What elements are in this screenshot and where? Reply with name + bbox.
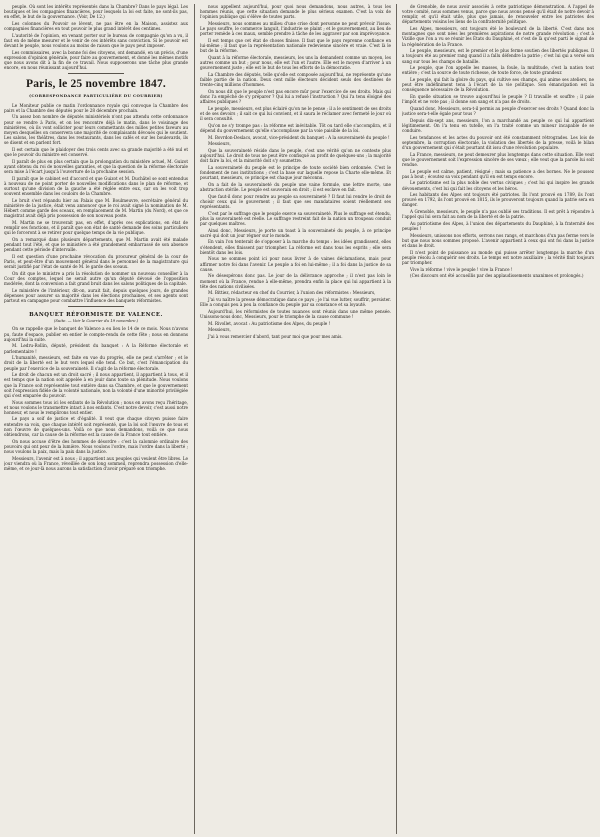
paragraph: On se rappelle que le banquet de Valence a eu lieu le 14 de ce mois. Nous n'avons pu, faute d'espace, publier en entier le compte-rendu de cette fête ; nous en donnons aujourd'hui la suite. — [4, 326, 188, 342]
paragraph: On nous accuse d'être des hommes de désordre : c'est la calomnie ordinaire des pouvoirs qui ont peur de la lumière. Nous voulons l'ordre, mais l'ordre dans la liberté ; nous voulons la paix, mais la paix dans la justice. — [4, 438, 188, 454]
paragraph: M. Bovrdon-Deslacs, avocat, vice-président du banquet : A la souveraineté du peuple ! — [208, 134, 390, 140]
paragraph: Il n'est point de puissance au monde qui puisse arrêter longtemps la marche d'un peuple résolu à conquérir ses droits. Le temps est notre auxiliaire ; la vérité finit toujours par triompher. — [402, 249, 594, 266]
paragraph: Le droit de chacun est un droit sacré ; il nous appartient, il appartient à tous, et il est temps que la nation soit appelée à en jouir dans toute sa plénitude. Nous voulons que la France soit représentée tout entière dans sa Chambre, et que le gouvernement soit l'expression fidèle de la volonté nationale, non la volonté d'une minorité privilégiée qui s'est emparée du pouvoir. — [4, 372, 188, 398]
paragraph: M. Ledru-Rollin, député, président du banquet : A la Réforme électorale et parlementaire ! — [4, 343, 188, 354]
column-right — [402, 4, 594, 834]
paragraph: Les habitants des Alpes ont toujours été patriotes. Ils l'ont prouvé en 1789, ils l'ont prouvé en 1792, ils l'ont prouvé en 1815, ils le prouveront toujours quand la patrie sera en danger. — [402, 192, 594, 208]
paragraph: Le Moniteur publie ce matin l'ordonnance royale qui convoque la Chambre des pairs et la Chambre des députés pour le 28 décembre prochain. — [4, 102, 188, 113]
banquet-section-subtitle: (Suite. — Voir le Courrier du 19 novembre.) — [53, 318, 139, 324]
paragraph: Les tendances et les actes du pouvoir ont été constamment rétrogrades. Les lois de septembre, la corruption électorale, la violation des libertés de la presse, voilà le bilan d'un gouvernement qui s'était pourtant dit issu d'une révolution populaire. — [402, 134, 594, 150]
paragraph: Messieurs, unissons nos efforts, serrons nos rangs, et marchons d'un pas ferme vers le but que nous nous sommes proposé. L'avenir appartient à ceux qui ont foi dans la justice et dans le droit. — [402, 232, 594, 249]
paragraph: En vain l'on tenterait de s'opposer à la marche du temps : les idées grandissent, elles s'étendent, elles finissent par triompher. La réforme est dans tous les esprits ; elle sera bientôt dans les lois. — [200, 239, 391, 255]
paragraph: Il est question d'une prochaine révocation du procureur général de la cour de Paris, et peut-être d'un mouvement général dans le personnel de la magistrature qui serait justifié par l'état de santé de M. le garde des sceaux. — [4, 253, 188, 270]
paragraph: (Ces discours ont été accueillis par des applaudissements unanimes et prolongés.) — [410, 273, 584, 279]
paragraph: Quant à la réforme électorale, messieurs, les uns la demandent comme un moyen, les autres comme un but ; pour nous, elle est l'un et l'autre. Elle est le moyen d'arriver à un gouvernement juste ; elle est le but de tous les efforts de la démocratie. — [200, 54, 391, 71]
column-right-body — [402, 4, 594, 279]
paragraph: Il paraît que le cabinet est d'accord et que Guizot et M. Duchâtel se sont entendus à nouveau de ne point porter de nouvelles modifications dans le plan de réforme, et surtout qu'une division de la gauche a été réglée entre eux, car on les voit trop souvent ensemble dans les couloirs de la Chambre. — [4, 175, 188, 197]
paragraph: Au patriotisme des Alpes, à l'union des départements du Dauphiné, à la fraternité des peuples ! — [402, 220, 594, 232]
paragraph: La France, messieurs, ne peut demeurer plus longtemps dans cette situation. Elle veut que le gouvernement soit l'expression sincère de ses vœux ; elle veut que la parole lui soit rendue. — [402, 151, 594, 167]
column-left — [4, 4, 188, 834]
paragraph: Depuis dix-sept ans, messieurs, l'on a marchandé au peuple ce qui lui appartient légitimement. On l'a tenu en tutelle, on l'a traité comme un mineur incapable de se conduire. — [402, 117, 594, 133]
paragraph: Un assez bon nombre de députés ministériels n'ont pas attendu cette ordonnance pour se rendre à Paris, et on les rencontre déjà le matin, dans le voisinage des ministères, où ils vont solliciter pour leurs commettants des milles petites faveurs au moyen desquelles on conservera une majorité de complaisants dévoués qui le soutient. Les salons, les théâtres, dans les restaurants, dans les cafés et sur les boulevards, ils se disent et en parlent fort. — [4, 114, 188, 146]
date-heading: Paris, le 25 novembre 1847. — [26, 78, 166, 91]
paragraph: Nous sommes tous ici les enfants de la Révolution ; nous en avons reçu l'héritage, et nous voulons le transmettre intact à nos enfants. C'est notre devoir, c'est aussi notre honneur, et nous le remplirons tout entier. — [4, 399, 188, 415]
paragraph: Vive la réforme ! vive le peuple ! vive la France ! — [410, 266, 513, 272]
paragraph: On a remarqué dans plusieurs départements, que M. Martin avait été malade pendant tout l'été, et que le ministère a été grandement embarrassé de son absence pendant cette période d'intervalle. — [4, 236, 188, 253]
correspondence-label: CORRESPONDANCE PARTICULIÈRE DU COURRIER — [31, 93, 161, 99]
paragraph: M. Bittiez, rédacteur en chef du Courrier, à l'union des réformistes : Messieurs, — [208, 290, 376, 296]
paragraph: Il paraît de plus en plus certain que la prolongation du ministère actuel, M. Guizot ayant obtenu du roi de nouvelles garanties, et que la question de la réforme électorale sera mise à l'écart jusqu'à l'ouverture de la prochaine session. — [4, 158, 188, 174]
paragraph: La souveraineté du peuple est le principe de toute société bien ordonnée. C'est le fondement de nos institutions ; c'est la base sur laquelle repose la Charte elle-même. Et pourtant, messieurs, ce principe est chaque jour méconnu. — [200, 164, 391, 181]
paragraph: C'est par le suffrage que le peuple exerce sa souveraineté. Plus le suffrage est étendu, plus la souveraineté est réelle. Le suffrage restreint fait de la nation un troupeau conduit par quelques maîtres. — [200, 210, 391, 226]
column-middle — [200, 4, 391, 834]
paragraph: Il est temps que cet état de choses finisse. Il faut que le pays reprenne confiance en lui-même ; il faut que la représentation nationale redevienne sincère et vraie. C'est là le but de la réforme. — [200, 37, 391, 54]
paragraph: Messieurs, nous sommes au milieu d'une crise dont personne ne peut prévoir l'issue. Le pays souffre, le commerce languit, l'industrie se plaint ; et le gouvernement, au lieu de porter remède à ces maux, semble prendre à tâche de les aggraver par son imprévoyance. — [200, 20, 391, 37]
paragraph: de Grenoble, de nous avoir associés à cette patriotique démonstration. A l'appel de votre comité, nous sommes venus, parce que nous avons pensé qu'il était de notre devoir à remplir, et qu'il était utile, plus que jamais, de renouveler entre les patriotes des départements voisins les liens de la confraternité politique. — [402, 4, 594, 25]
paragraph: Que faut-il donc pour rendre au peuple sa souveraineté ? Il faut lui rendre le droit de choisir ceux qui le gouvernent ; il faut que ses mandataires soient réellement ses représentants. — [200, 193, 391, 209]
paragraph: J'ai à vous remercier d'abord, tant pour moi que pour mes amis. — [208, 333, 343, 339]
paragraph: Le peuple, messieurs, est plus éclairé qu'on ne le pense ; il a le sentiment de ses droits et de ses devoirs ; il sait ce qui lui convient, et il saura le réclamer avec fermeté le jour où il sera consulté. — [200, 105, 391, 122]
paragraph: Le ministère de l'intérieur, dit-on, aurait fait, depuis quelques jours, de grandes dépenses pour assurer sa majorité dans les élections prochaines, et ses agents sont partout en campagne pour combattre l'influence des banquets réformistes. — [4, 287, 188, 303]
paragraph: Aujourd'hui, les réformistes de toutes nuances sont réunis dans une même pensée. Unissons-nous donc, Messieurs, pour le triomphe de la cause commune ! — [200, 308, 391, 319]
column-left-intro — [4, 4, 188, 70]
column-left-news — [4, 103, 188, 304]
paragraph: Qu'on ne s'y trompe pas : la réforme est inévitable. Tôt ou tard elle s'accomplira, et il dépend du gouvernement qu'elle s'accomplisse par la voie paisible de la loi. — [200, 122, 391, 133]
paragraph: A Grenoble, messieurs, le peuple n'a pas oublié ses traditions. Il est prêt à répondre à l'appel qui lui sera fait au nom de la liberté et de la patrie. — [402, 209, 594, 220]
date-heading-subtitle: (CORRESPONDANCE PARTICULIÈRE DU COURRIER) — [29, 93, 163, 99]
paragraph: Il est certain que le plaidoyer des trois cents avec sa grande majorité a été nul et que le pouvoir du ministre est conservé. — [4, 146, 188, 157]
column-rule — [194, 4, 195, 834]
paragraph: Les Alpes, messieurs, ont toujours été le boulevard de la liberté. C'est dans nos montagnes que sont nées les premières aspirations de notre grande révolution ; c'est à Vizille que l'on a vu se réunir les États du Dauphiné, et c'est de là qu'est parti le signal de la régénération de la France. — [402, 26, 594, 47]
paragraph: Le peuple, messieurs, est le premier et le plus ferme soutien des libertés publiques. Il a toujours été au premier rang quand il a fallu défendre la patrie ; c'est lui qui a versé son sang sur tous les champs de bataille. — [402, 48, 594, 64]
divider — [68, 306, 123, 307]
paragraph: On a fait de la souveraineté du peuple une vaine formule, une lettre morte, une abstraction stérile. Le peuple est souverain en droit ; il est esclave en fait. — [200, 181, 391, 192]
paragraph: Ainsi donc, Messieurs, je porte un toast à la souveraineté du peuple, à ce principe sacré qui doit un jour régner sur le monde. — [200, 227, 391, 238]
banquet-section-title: BANQUET RÉFORMISTE DE VALENCE. — [29, 312, 163, 319]
banquet-section-body — [4, 326, 188, 471]
divider — [68, 73, 123, 74]
paragraph: Les colonnes du Pouvoir se lèvent, ne pas être en la Maison, assistez aux compagnies financières en tout pouvoir le plus grand intérêt des centimes. — [4, 20, 188, 32]
paragraph: Messieurs, l'avenir est à nous ; il appartient aux peuples qui veulent être libres. Le jour viendra où la France, réveillée de son long sommeil, reprendra possession d'elle-même, et ce jour-là nous aurons la satisfaction d'avoir préparé son triomphe. — [4, 455, 188, 471]
paragraph: Le bruit s'est répandu hier au Palais que M. Boulmeuvre, secrétaire général du ministère de la justice, était venu annoncer que le roi avait signé la nomination de M. Hébert comme garde des sceaux, en remplacement de M. Martin (du Nord), et que ce magistrat avait déjà pris possession de son nouveau poste. — [4, 197, 188, 219]
paragraph: Que la souveraineté réside dans le peuple, c'est une vérité qu'on ne conteste plus aujourd'hui. Le droit de tous ne peut être confisqué au profit de quelques-uns ; la majorité doit faire la loi, et la minorité doit s'y soumettre. — [200, 147, 391, 164]
paragraph: En quelle situation se trouve aujourd'hui le peuple ? Il travaille et souffre ; il paie l'impôt et ne vote pas ; il donne son sang et n'a pas de droits. — [402, 94, 594, 105]
paragraph: M. Martin ne se trouverait pas, en effet, d'après ces explications, en état de remplir ses fonctions, et il paraît que son état de santé demande des soins particuliers qui le forceront à se retirer pour quelque temps de la vie publique. — [4, 219, 188, 236]
paragraph: Le pays a soif de justice et d'égalité. Il veut que chaque citoyen puisse faire entendre sa voix, que chaque intérêt soit représenté, que la loi soit l'œuvre de tous et non l'œuvre de quelques-uns. Voilà ce que nous demandons, voilà ce que nous obtiendrons, car la cause de la réforme est la cause de la France tout entière. — [4, 416, 188, 437]
paragraph: Nous ne sommes point ici pour nous livrer à de vaines déclamations, mais pour affirmer notre foi dans l'avenir. Le peuple a foi en lui-même ; il a foi dans la justice de sa cause. — [200, 256, 391, 272]
paragraph: M. Rivollet, avocat : Au patriotisme des Alpes, du peuple ! — [208, 320, 331, 326]
paragraph: Les commissaires, avec la bonne foi des citoyens, ont demandé, en un précis, d'une expression d'opinion générale, pour faire au gouvernement, et donné les mêmes motifs que nous avons dit à la fin de ce travail. Nous supposerons une tâche plus grande encore, en nous réunissant aujourd'hui. — [4, 49, 188, 71]
paragraph: J'ai vu naître la presse démocratique dans ce pays ; je l'ai vue lutter, souffrir, persister. Elle a conquis peu à peu la confiance du peuple par sa constance et sa loyauté. — [200, 296, 391, 308]
paragraph: Le patriotisme est la plus noble des vertus civiques ; c'est lui qui inspire les grands dévouements, c'est lui qui fait les citoyens et les héros. — [402, 180, 594, 191]
paragraph: Le peuple est calme, patient, résigné ; mais sa patience a des bornes. Ne le poussez pas à bout ; écoutez sa voix pendant qu'il en est temps encore. — [402, 168, 594, 179]
paragraph: L'humanité, messieurs, est faite en vue du progrès, elle ne peut s'arrêter ; et le droit de la liberté est le but vers lequel elle tend. Ce but, c'est l'émancipation du peuple par l'exercice de la souveraineté. Il s'agit de la réforme électorale. — [4, 355, 188, 371]
paragraph: Le peuple, qui fait la gloire du pays, qui cultive ses champs, qui anime ses ateliers, ne peut être indéfiniment tenu à l'écart de la vie politique. Son émancipation est la conséquence nécessaire de la Révolution. — [402, 77, 594, 93]
paragraph: Le peuple, que l'on appelle les masses, la foule, la multitude, c'est la nation tout entière ; c'est la source de toute richesse, de toute force, de toute grandeur. — [402, 65, 594, 76]
column-rule — [396, 4, 397, 834]
paragraph: Messieurs, — [208, 141, 231, 147]
paragraph: On dit que le ministre a pris la résolution de nommer un nouveau conseiller à la Cour des comptes, lequel ne serait autre qu'un député dévoué de l'opposition modérée, dont la conversion a fait grand bruit dans les salons politiques de la capitale. — [4, 270, 188, 287]
paragraph: Messieurs, — [208, 327, 231, 333]
paragraph: peuple. Où sont les intérêts représentés dans la Chambre? Dans le pays légal. Les boutiques et les compagnies financières, pour lesquels la loi est faite, ne sont-ils pas, en effet, le but de la gouvernance. (Voir, De 12.) — [4, 4, 188, 20]
paragraph: L'autorité de l'opinion, en venant porter sur le bureau de compagnie qu'on a vu, il faut en de même mesurer et le venir de ces intérêts sans conviction. Si le pouvoir est devant le peuple, nous voulons au moins de raison que le pays peut imposer. — [4, 32, 188, 49]
paragraph: On nous dit que le peuple n'est pas encore mûr pour l'exercice de ses droits. Mais qui donc l'a empêché de s'y préparer ? Qui lui a refusé l'instruction ? Qui l'a tenu éloigné des affaires publiques ? — [200, 88, 391, 105]
paragraph: La Chambre des députés, telle qu'elle est composée aujourd'hui, ne représente qu'une faible partie de la nation. Deux cent mille électeurs décident seuls des destinées de trente-cinq millions d'hommes. — [200, 71, 391, 88]
paragraph: nous appellent aujourd'hui, pour quoi nous demandons, nous autres, à tous les hommes réunis, que cette situation demande le plus sérieux examen. C'est la voix de l'opinion publique qui s'élève de toutes parts. — [200, 4, 391, 20]
paragraph: Ne désespérons donc pas. Le jour de la délivrance approche ; il n'est pas loin le moment où la France, rendue à elle-même, prendra enfin la place qui lui appartient à la tête des nations civilisées. — [200, 273, 391, 289]
column-middle-body — [200, 4, 391, 339]
paragraph: Quand donc, Messieurs, sera-t-il permis au peuple d'exercer ses droits ? Quand donc la justice sera-t-elle égale pour tous ? — [402, 105, 594, 116]
